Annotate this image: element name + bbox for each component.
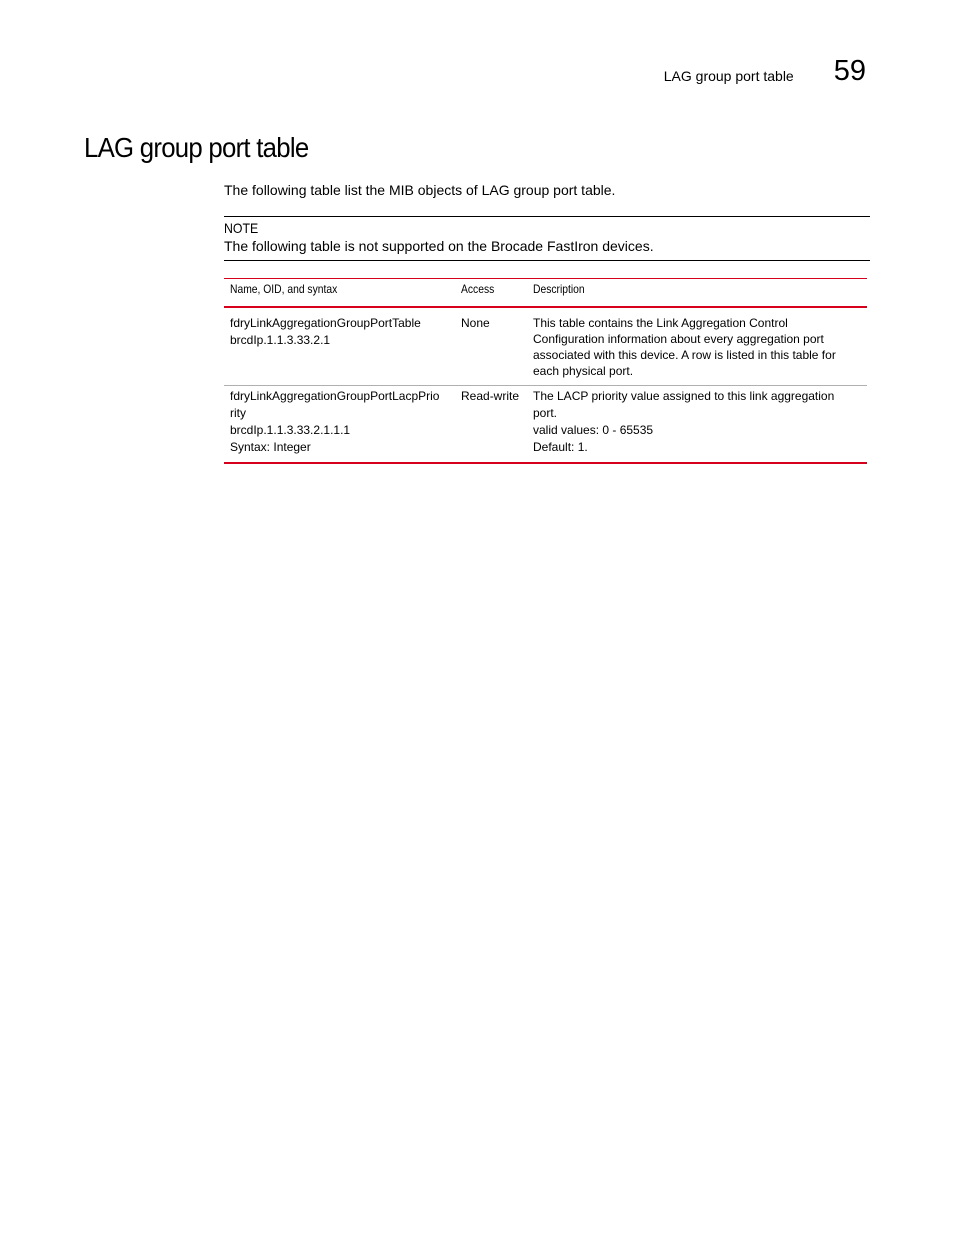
description-line: each physical port. [533,364,634,378]
object-syntax: Syntax: Integer [230,440,311,454]
table-row [224,386,867,464]
description-line: This table contains the Link Aggregation Control [533,316,788,330]
intro-paragraph: The following table list the MIB objects of LAG group port table. [224,182,616,198]
column-header-access: Access [455,279,527,308]
note-text: The following table is not supported on the Brocade FastIron devices. [224,238,654,254]
page-title: LAG group port table [84,132,309,163]
note-box [224,216,870,261]
object-oid: brcdIp.1.1.3.33.2.1.1.1 [230,423,351,437]
description-line: port. [533,406,558,420]
column-header-name: Name, OID, and syntax [224,279,455,308]
chapter-number: 59 [833,55,866,87]
description-line: valid values: 0 - 65535 [533,423,654,437]
object-name: fdryLinkAggregationGroupPortTable [230,316,421,330]
running-title: LAG group port table [663,68,794,84]
description-line: associated with this device. A row is listed in this table for [533,348,836,362]
note-label: NOTE [224,220,259,236]
cell-access [455,386,527,464]
description-line: The LACP priority value assigned to this link aggregation [533,389,835,403]
cell-access [455,307,527,386]
running-header [664,56,866,86]
object-access: Read-write [461,389,520,403]
object-access: None [461,316,490,330]
object-name-continued: rity [230,406,246,420]
description-line: Configuration information about every aggregation port [533,332,824,346]
cell-description [527,307,867,386]
table-header-row [224,279,867,308]
description-line: Default: 1. [533,440,588,454]
cell-name [224,307,455,386]
object-name: fdryLinkAggregationGroupPortLacpPrio [230,389,440,403]
mib-objects-table [224,278,867,464]
object-oid: brcdIp.1.1.3.33.2.1 [230,333,331,347]
column-header-description: Description [527,279,867,308]
table-row [224,307,867,386]
cell-description [527,386,867,464]
cell-name [224,386,455,464]
